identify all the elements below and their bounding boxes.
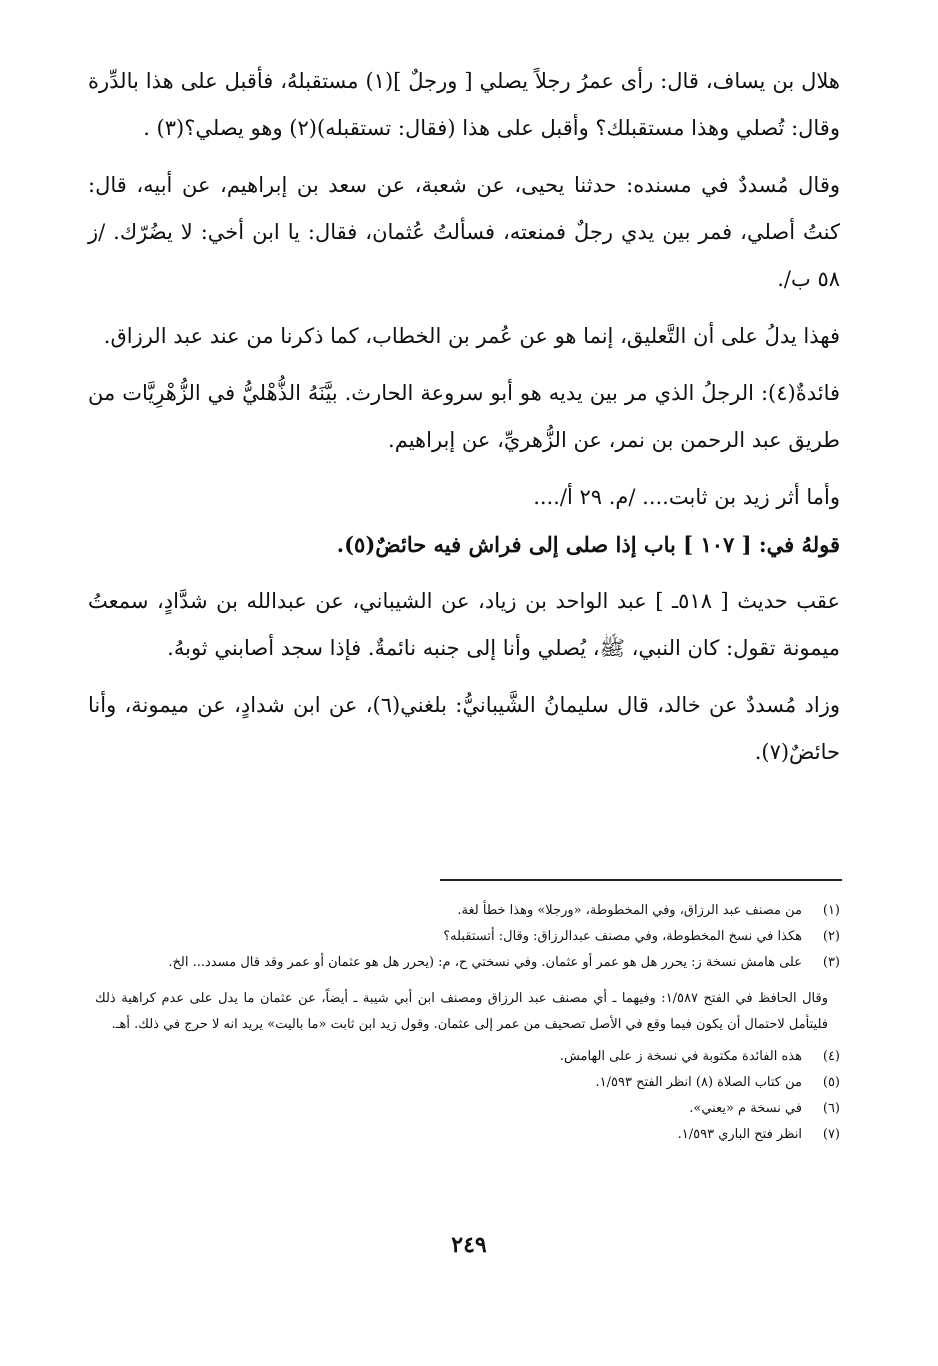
paragraph: وقال مُسددٌ في مسنده: حدثنا يحيى، عن شعبة، عن سعد بن إبراهيم، عن أبيه، قال: كنتُ أصلي، فمر بين يدي رجلٌ فمنعته، فسألتُ عُثمان، فقال: يا ابن أخي: لا يضُرّك. /ز ٥٨ ب/.	[88, 173, 840, 291]
footnote-number: (٦)	[822, 1101, 840, 1116]
footnote	[95, 1044, 840, 1070]
paragraph: فهذا يدلُ على أن التَّعليق، إنما هو عن عُمر بن الخطاب، كما ذكرنا من عند عبد الرزاق.	[103, 324, 840, 348]
footnote	[95, 950, 840, 976]
footnote-text: في نسخة م «يعني».	[689, 1101, 802, 1116]
footnote-text: من مصنف عبد الرزاق، وفي المخطوطة، «ورجلا» وهذا خطأ لغة.	[457, 903, 802, 918]
footnote	[95, 924, 840, 950]
footnote-continuation: وقال الحافظ في الفتح ١/٥٨٧: وفيهما ـ أي مصنف عبد الرزاق ومصنف ابن أبي شيبة ـ أيضاً، عن عثمان ما يدل على عدم كراهية ذلك فليتأمل لاحتمال أن يكون فيما وقع في الأصل تصحيف من عمر إلى عثمان. وقول زيد ابن ثابت «ما باليت» يريد انه لا حرج في ذلك. أهـ.	[95, 991, 829, 1032]
page-number: ٢٤٩	[451, 1232, 487, 1258]
footnote-number: (٢)	[822, 929, 840, 944]
footnote-text: انظر فتح الباري ١/٥٩٣.	[677, 1127, 802, 1142]
footnote-number: (٥)	[822, 1075, 840, 1090]
paragraph: وأما أثر زيد بن ثابت.... /م. ٢٩ أ/....	[533, 485, 840, 509]
footnote	[95, 898, 840, 924]
paragraph: عقب حديث [ ٥١٨ـ ] عبد الواحد بن زياد، عن الشيباني، عن عبدالله بن شدَّادٍ، سمعتُ ميمونة تقول: كان النبي، ﷺ، يُصلي وأنا إلى جنبه نائمةٌ. فإذا سجد أصابني ثوبهُ.	[88, 589, 840, 660]
footnote-number: (١)	[822, 903, 840, 918]
footnote-text: هكذا في نسخ المخطوطة، وفي مصنف عبدالرزاق: وقال: أتستقبله؟	[443, 929, 802, 944]
footnote	[95, 1070, 840, 1096]
footnote-text: هذه الفائدة مكتوبة في نسخة ز على الهامش.	[559, 1049, 802, 1064]
footnotes	[95, 898, 840, 1148]
footnote	[95, 1096, 840, 1122]
main-text	[88, 58, 840, 786]
footnote-text: من كتاب الصلاة (٨) انظر الفتح ١/٥٩٣.	[595, 1075, 802, 1090]
paragraph: هلال بن يساف، قال: رأى عمرُ رجلاً يصلي [ ورجلٌ ](١) مستقبلهُ، فأقبل على هذا بالدِّرة وقال: تُصلي وهذا مستقبلك؟ وأقبل على هذا (فقال: تستقبله)(٢) وهو يصلي؟(٣) .	[88, 69, 840, 140]
paragraph: فائدةٌ(٤): الرجلُ الذي مر بين يديه هو أبو سروعة الحارث. بيَّنَهُ الذُّهْليُّ في الزُّهْرِيَّات من طريق عبد الرحمن بن نمر، عن الزُّهريِّ، عن إبراهيم.	[88, 381, 840, 452]
footnote-number: (٧)	[822, 1127, 840, 1142]
paragraph: وزاد مُسددٌ عن خالد، قال سليمانُ الشَّيبانيُّ: بلغني(٦)، عن ابن شدادٍ، عن ميمونة، وأنا حائضٌ(٧).	[88, 693, 840, 764]
footnote-number: (٣)	[822, 955, 840, 970]
footnote-divider	[440, 879, 842, 881]
footnote-text: على هامش نسخة ز: يحرر هل هو عمر أو عثمان. وفي نسختي ح، م: (يحرر هل هو عثمان أو عمر وقد قال مسدد... الخ.	[168, 955, 802, 970]
chapter-heading: قولهُ في: [ ١٠٧ ] باب إذا صلى إلى فراش فيه حائضٌ(٥).	[336, 532, 840, 557]
footnote	[95, 1122, 840, 1148]
footnote-number: (٤)	[822, 1049, 840, 1064]
